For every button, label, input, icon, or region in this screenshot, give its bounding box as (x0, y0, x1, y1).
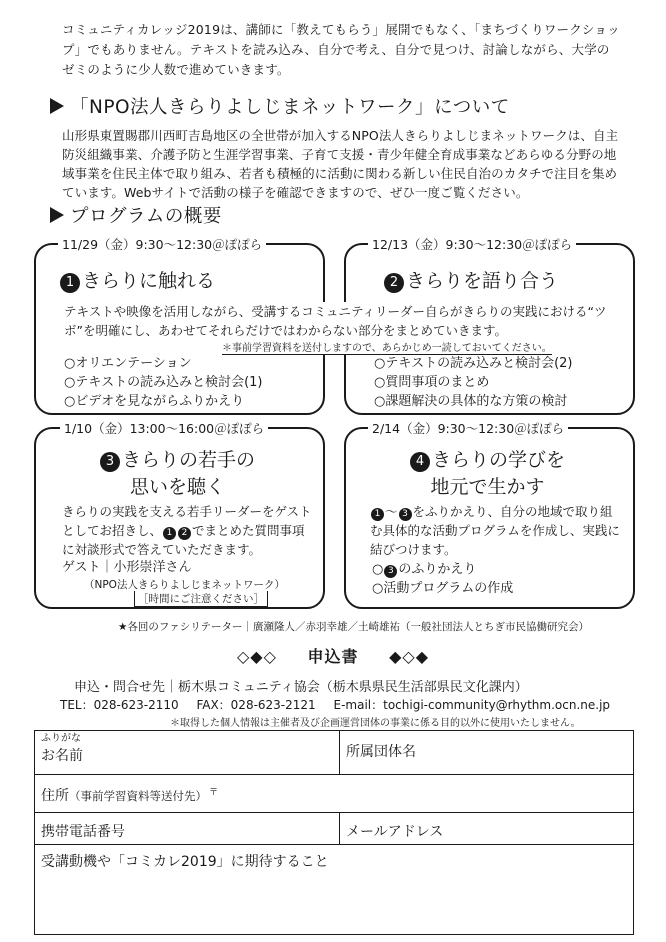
triangle-bullet-icon (50, 207, 64, 223)
session-3-guest: ゲスト｜小形崇洋さん (62, 560, 192, 575)
contact-info: 申込・問合せ先｜栃木県コミュニティ協会（栃木県県民生活部県民文化課内） (74, 680, 528, 695)
session-number-badge: 3 (384, 565, 397, 578)
session-4-items (372, 560, 513, 598)
session-number-badge: 1 (163, 527, 176, 540)
tel-number: TEL：028-623-2110 (60, 698, 179, 712)
name-label: お名前 (41, 748, 83, 764)
furigana-label: ふりがな (41, 733, 81, 744)
session-number-badge: 1 (60, 273, 80, 293)
postal-mark: 〒 (209, 788, 219, 798)
pre-study-note: ＊事前学習資料を送付しますので、あらかじめ一読しておいてください。 (222, 339, 552, 355)
organization-label: 所属団体名 (346, 744, 416, 760)
session-number-badge: 2 (178, 527, 191, 540)
application-header (0, 644, 666, 667)
email-address: E-mail：tochigi-community@rhythm.ocn.ne.jp (333, 698, 611, 712)
sessions-1-2-description: テキストや映像を活用しながら、受講するコミュニティリーダー自らがきらりの実践における“ツボ”を明確にし、あわせてそれらだけではわからない部分をまとめていきます。 (62, 302, 626, 340)
session-3-datetime: 1/10（金）13:00～16:00＠ぽぽら (60, 419, 268, 437)
address-note: （事前学習資料等送付先） (69, 789, 207, 803)
list-item: ○オリエンテーション (64, 356, 192, 371)
npo-title-text: 「NPO法人きらりよしじまネットワーク」について (70, 97, 510, 118)
facilitators-line: ★各回のファシリテーター｜廣瀬隆人／赤羽幸雄／土崎雄祐（一般社団法人とちぎ市民協働研究会） (118, 621, 589, 633)
program-title-text: プログラムの概要 (70, 206, 222, 227)
session-1-items (64, 354, 263, 411)
session-number-badge: 2 (384, 273, 404, 293)
session-3-description: きらりの実践を支える若手リーダーをゲストとしてお招きし、 1 2 でまとめた質問事項に対談形式で答えていただきます。 (62, 504, 312, 557)
list-item: ○質問事項のまとめ (374, 375, 490, 390)
diamond-decoration-left: ◇◆◇ (236, 647, 277, 666)
phone-label: 携帯電話番号 (41, 824, 125, 840)
list-item: ○ビデオを見ながらふりかえり (64, 394, 245, 409)
phone-field[interactable] (35, 813, 340, 845)
session-number-badge: 1 (371, 508, 384, 521)
list-item: ○ 3 のふりかえり (372, 562, 477, 577)
npo-section-title (50, 93, 510, 119)
email-label: メールアドレス (346, 824, 444, 840)
contact-numbers (60, 696, 610, 713)
list-item: ○テキストの読み込みと検討会(2) (374, 356, 573, 371)
npo-description: 山形県東置賜郡川西町吉島地区の全世帯が加入するNPO法人きらりよしじまネットワークは、自主防災組織事業、介護予防と生涯学習事業、子育て支援・青少年健全育成事業などあらゆる分野の地域事業を住民主体で取り組み、若者も積極的に活動に関わる新しい住民自治のカタチで注目を集めています。Webサイトで活動の様子を確認できますので、ぜひ一度ご覧ください。 (62, 128, 619, 200)
privacy-note: ＊取得した個人情報は主催者及び企画運営団体の事業に係る目的以外に使用いたしません。 (170, 718, 581, 729)
session-3-guest-org: （NPO法人きらりよしじまネットワーク） (84, 579, 285, 591)
organization-field[interactable] (340, 731, 634, 775)
triangle-bullet-icon (50, 98, 64, 114)
session-number-badge: 4 (410, 452, 430, 472)
session-1-title: 1 きらりに触れる (60, 268, 290, 295)
session-2-datetime: 12/13（金）9:30～12:30＠ぽぽら (368, 235, 576, 253)
application-form (34, 730, 634, 935)
session-3-title: 3 きらりの若手の 思いを聴く (40, 447, 315, 501)
diamond-decoration-right: ◆◇◆ (389, 647, 429, 666)
session-4-datetime: 2/14（金）9:30～12:30＠ぽぽら (368, 419, 568, 437)
list-item: ○課題解決の具体的な方策の検討 (374, 394, 568, 409)
session-4-title: 4 きらりの学びを 地元で生かす (350, 447, 625, 501)
list-item: ○テキストの読み込みと検討会(1) (64, 375, 263, 390)
session-2-items (374, 354, 573, 411)
address-field[interactable] (35, 775, 634, 813)
session-4-description: 1 ～ 3 をふりかえり、自分の地域で取り組む具体的な活動プログラムを作成し、実践に結びつけます。 (370, 504, 620, 557)
fax-number: FAX：028-623-2121 (196, 698, 316, 712)
application-title: 申込書 (307, 647, 359, 666)
name-field[interactable] (35, 731, 340, 775)
session-1-datetime: 11/29（金）9:30～12:30＠ぽぽら (58, 235, 266, 253)
motivation-label: 受講動機や「コミカレ2019」に期待すること (41, 854, 329, 870)
intro-text: コミュニティカレッジ2019は、講師に「教えてもらう」展開でもなく、「まちづくりワークショップ」でもありません。テキストを読み込み、自分で考え、自分で見つけ、討論しながら、大学のゼミのように少人数で進めていきます。 (62, 22, 620, 77)
list-item: ○活動プログラムの作成 (372, 581, 514, 596)
motivation-field[interactable] (35, 845, 634, 935)
session-number-badge: 3 (399, 508, 412, 521)
email-field[interactable] (340, 813, 634, 845)
time-attention-note: ［時間にご注意ください］ (134, 591, 268, 607)
address-label: 住所 (41, 788, 69, 804)
program-section-title (50, 202, 222, 228)
session-2-title: 2 きらりを語り合う (384, 268, 624, 295)
session-number-badge: 3 (100, 452, 120, 472)
